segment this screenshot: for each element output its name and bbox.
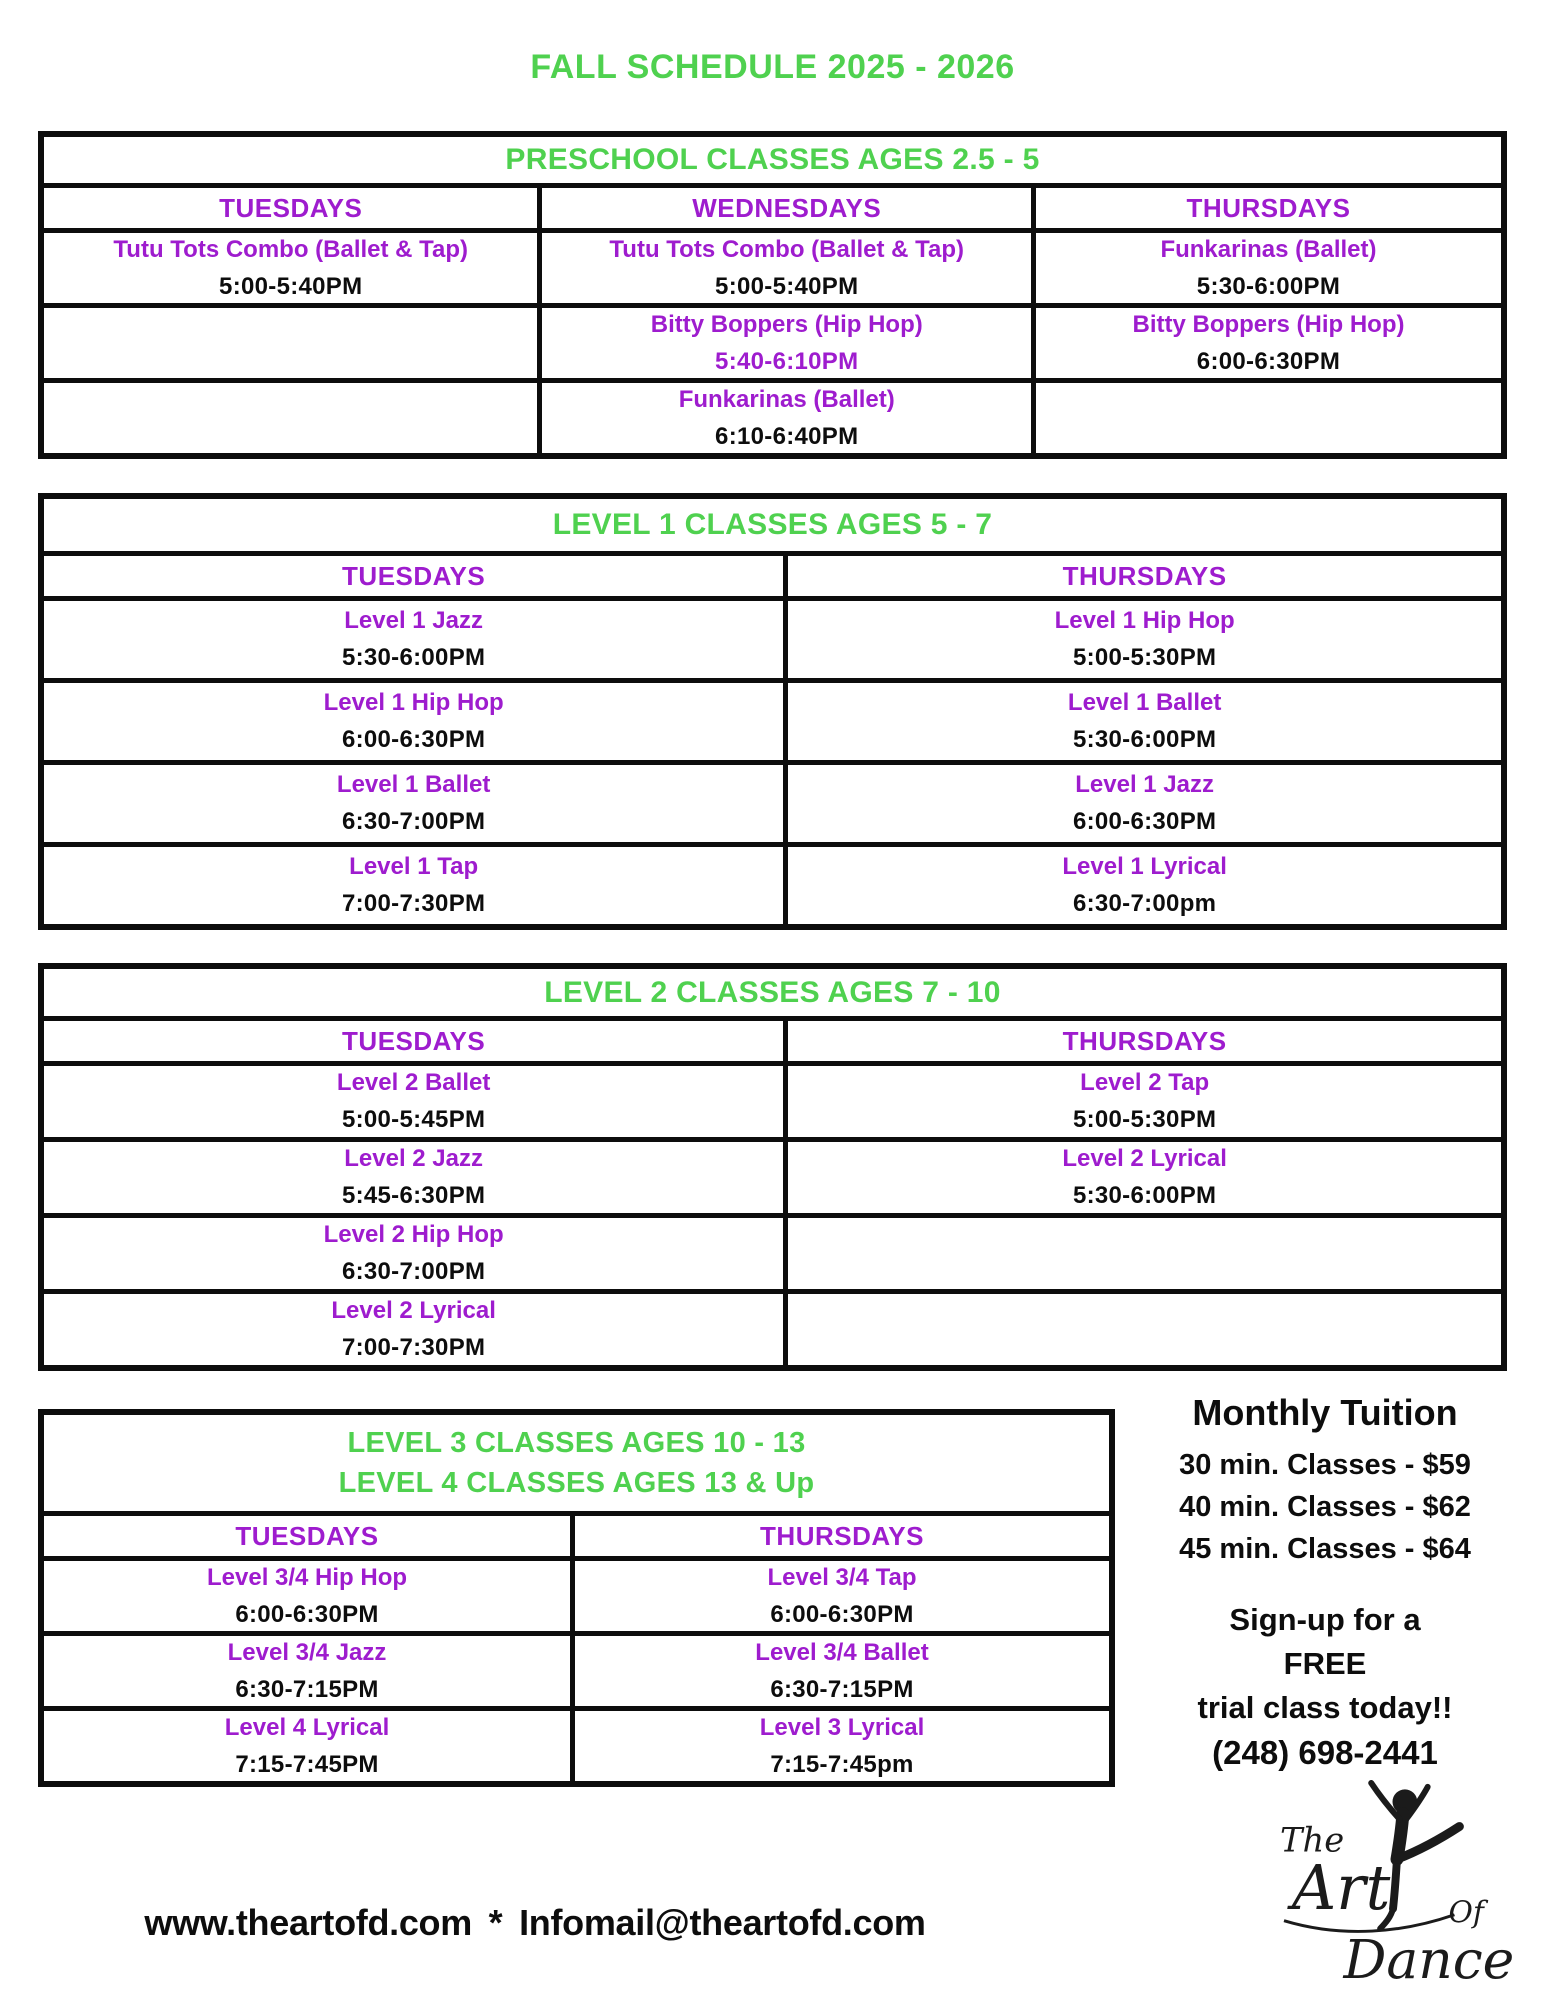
logo-graphic: [1248, 1776, 1538, 1994]
day-header-tuesdays: TUESDAYS: [342, 1025, 486, 1056]
schedule-row: [44, 378, 1501, 453]
schedule-row: [44, 1561, 1109, 1631]
day-header-thursdays: THURSDAYS: [783, 1021, 1501, 1061]
table-title-line: LEVEL 4 CLASSES AGES 13 & Up: [338, 1467, 815, 1499]
schedule-row: [44, 1213, 1501, 1289]
class-time: 6:30-7:00PM: [341, 1258, 486, 1285]
signup-section: [1125, 1598, 1525, 1776]
website-email-text: www.theartofd.com * Infomail@theartofd.com: [144, 1902, 926, 1943]
table-body: [44, 233, 1501, 453]
schedule-row: [44, 842, 1501, 924]
class-name: Bitty Boppers (Hip Hop): [1132, 310, 1405, 338]
tuition-line-40min: 40 min. Classes - $62: [1179, 1491, 1471, 1524]
tuition-title: Monthly Tuition: [1192, 1392, 1458, 1433]
class-time: 5:00-5:30PM: [1072, 644, 1217, 671]
class-time: 5:45-6:30PM: [341, 1182, 486, 1209]
day-header-row: [44, 188, 1501, 233]
class-time: 6:30-7:15PM: [770, 1675, 914, 1703]
table-body: [44, 601, 1501, 924]
table-title: [44, 137, 1501, 188]
tuition-line-30min: 30 min. Classes - $59: [1179, 1449, 1471, 1481]
class-name: Level 1 Ballet: [336, 771, 491, 798]
logo-word-dance: Dance: [1343, 1928, 1515, 1992]
schedule-row: [44, 1706, 1109, 1781]
schedule-row: [44, 1289, 1501, 1365]
table-title-line: LEVEL 2 CLASSES AGES 7 - 10: [544, 975, 1001, 1009]
class-cell: [783, 601, 1501, 678]
schedule-row: [44, 233, 1501, 303]
class-name: Funkarinas (Ballet): [1160, 235, 1377, 263]
class-cell: [537, 308, 1031, 378]
table-body: [44, 1066, 1501, 1365]
class-time: 6:00-6:30PM: [770, 1600, 914, 1628]
empty-cell: [1031, 383, 1501, 453]
class-time: 6:10-6:40PM: [715, 422, 859, 450]
table-title: [44, 499, 1501, 556]
table-title-line: LEVEL 1 CLASSES AGES 5 - 7: [552, 508, 993, 542]
class-time: 5:00-5:40PM: [219, 272, 363, 300]
table-title: [44, 1415, 1109, 1516]
day-header-thursdays: THURSDAYS: [1031, 188, 1501, 228]
class-time: 6:00-6:30PM: [341, 726, 486, 753]
signup-line-1: Sign-up for a: [1229, 1602, 1421, 1637]
class-time: 6:00-6:30PM: [1196, 347, 1341, 375]
day-header-thursdays: THURSDAYS: [570, 1516, 1109, 1556]
day-header-row: [44, 1516, 1109, 1561]
class-name: Level 1 Jazz: [1075, 771, 1214, 798]
class-time: 5:00-5:30PM: [1072, 1106, 1217, 1133]
day-header-thursdays: THURSDAYS: [783, 556, 1501, 596]
class-cell: [570, 1711, 1109, 1781]
day-header-tuesdays: TUESDAYS: [235, 1520, 379, 1551]
schedule-table-level3-4: [38, 1409, 1115, 1787]
class-name: Level 2 Hip Hop: [323, 1221, 504, 1248]
class-cell: [44, 1142, 783, 1213]
class-cell: [783, 847, 1501, 924]
table-body: [44, 1561, 1109, 1781]
schedule-row: [44, 303, 1501, 378]
tuition-line-45min: 45 min. Classes - $64: [1179, 1533, 1471, 1566]
class-time: 5:00-5:40PM: [715, 272, 859, 300]
class-time: 6:30-7:00pm: [1072, 890, 1217, 917]
class-cell: [44, 1711, 570, 1781]
class-name: Level 1 Lyrical: [1062, 853, 1227, 880]
class-time: 5:30-6:00PM: [341, 644, 486, 671]
page-title: FALL SCHEDULE 2025 - 2026: [530, 48, 1015, 86]
schedule-table-level1: [38, 493, 1507, 930]
class-cell: [570, 1561, 1109, 1631]
class-name: Level 1 Jazz: [344, 607, 483, 634]
class-time: 7:00-7:30PM: [341, 1334, 486, 1361]
class-cell: [537, 383, 1031, 453]
empty-cell: [783, 1294, 1501, 1365]
class-name: Level 1 Hip Hop: [1054, 607, 1235, 634]
studio-logo: [1248, 1776, 1538, 1994]
monthly-tuition-section: [1125, 1392, 1525, 1570]
class-time: 6:00-6:30PM: [235, 1600, 379, 1628]
class-cell: [44, 1066, 783, 1137]
signup-line-3: trial class today!!: [1197, 1690, 1453, 1726]
class-time: 5:00-5:45PM: [341, 1106, 486, 1133]
class-time: 5:40-6:10PM: [715, 347, 859, 375]
class-name: Level 3 Lyrical: [759, 1713, 925, 1741]
class-time: 7:00-7:30PM: [341, 890, 486, 917]
class-cell: [44, 1294, 783, 1365]
logo-word-art: Art: [1291, 1852, 1391, 1924]
class-time: 6:30-7:15PM: [235, 1675, 379, 1703]
schedule-row: [44, 1137, 1501, 1213]
empty-cell: [44, 308, 537, 378]
logo-word-of: Of: [1448, 1895, 1484, 1931]
class-cell: [44, 1636, 570, 1706]
day-header-tuesdays: TUESDAYS: [219, 192, 363, 223]
class-name: Bitty Boppers (Hip Hop): [650, 310, 923, 338]
class-name: Level 3/4 Tap: [767, 1563, 917, 1591]
day-header-tuesdays: TUESDAYS: [342, 560, 486, 591]
schedule-row: [44, 1066, 1501, 1137]
class-name: Level 3/4 Ballet: [755, 1638, 929, 1666]
signup-line-2: FREE: [1283, 1646, 1367, 1682]
class-cell: [1031, 308, 1501, 378]
table-title: [44, 969, 1501, 1021]
class-name: Funkarinas (Ballet): [678, 385, 895, 413]
class-name: Level 2 Ballet: [336, 1069, 491, 1096]
class-time: 5:30-6:00PM: [1196, 272, 1341, 300]
class-name: Level 2 Lyrical: [331, 1297, 496, 1324]
class-cell: [44, 601, 783, 678]
schedule-table-level2: [38, 963, 1507, 1371]
class-time: 7:15-7:45PM: [235, 1750, 379, 1778]
class-cell: [44, 683, 783, 760]
class-name: Level 2 Lyrical: [1062, 1145, 1227, 1172]
class-time: 6:30-7:00PM: [341, 808, 486, 835]
schedule-row: [44, 601, 1501, 678]
class-time: 5:30-6:00PM: [1072, 1182, 1217, 1209]
class-cell: [783, 1066, 1501, 1137]
class-cell: [783, 683, 1501, 760]
class-time: 5:30-6:00PM: [1072, 726, 1217, 753]
class-name: Level 4 Lyrical: [224, 1713, 390, 1741]
schedule-row: [44, 678, 1501, 760]
table-title-line: PRESCHOOL CLASSES AGES 2.5 - 5: [505, 143, 1040, 177]
empty-cell: [783, 1218, 1501, 1289]
phone-number: (248) 698-2441: [1212, 1734, 1438, 1772]
schedule-table-preschool: [38, 131, 1507, 459]
class-cell: [783, 765, 1501, 842]
class-name: Level 3/4 Hip Hop: [206, 1563, 408, 1591]
schedule-row: [44, 760, 1501, 842]
class-cell: [44, 233, 537, 303]
class-cell: [44, 847, 783, 924]
class-cell: [783, 1142, 1501, 1213]
day-header-wednesdays: WEDNESDAYS: [537, 188, 1031, 228]
class-name: Level 2 Tap: [1080, 1069, 1210, 1096]
class-name: Level 3/4 Jazz: [227, 1638, 387, 1666]
class-name: Level 1 Ballet: [1067, 689, 1222, 716]
class-cell: [1031, 233, 1501, 303]
class-name: Level 1 Tap: [349, 853, 479, 880]
class-time: 6:00-6:30PM: [1072, 808, 1217, 835]
class-cell: [44, 1561, 570, 1631]
class-time: 7:15-7:45pm: [770, 1750, 914, 1778]
table-title-line: LEVEL 3 CLASSES AGES 10 - 13: [347, 1426, 806, 1459]
class-cell: [44, 1218, 783, 1289]
class-cell: [44, 765, 783, 842]
class-name: Level 2 Jazz: [344, 1145, 483, 1172]
class-cell: [570, 1636, 1109, 1706]
day-header-row: [44, 1021, 1501, 1066]
logo-word-the: The: [1280, 1820, 1345, 1860]
day-header-row: [44, 556, 1501, 601]
class-name: Tutu Tots Combo (Ballet & Tap): [113, 235, 469, 263]
class-name: Level 1 Hip Hop: [323, 689, 504, 716]
class-name: Tutu Tots Combo (Ballet & Tap): [609, 235, 965, 263]
class-cell: [537, 233, 1031, 303]
empty-cell: [44, 383, 537, 453]
schedule-row: [44, 1631, 1109, 1706]
